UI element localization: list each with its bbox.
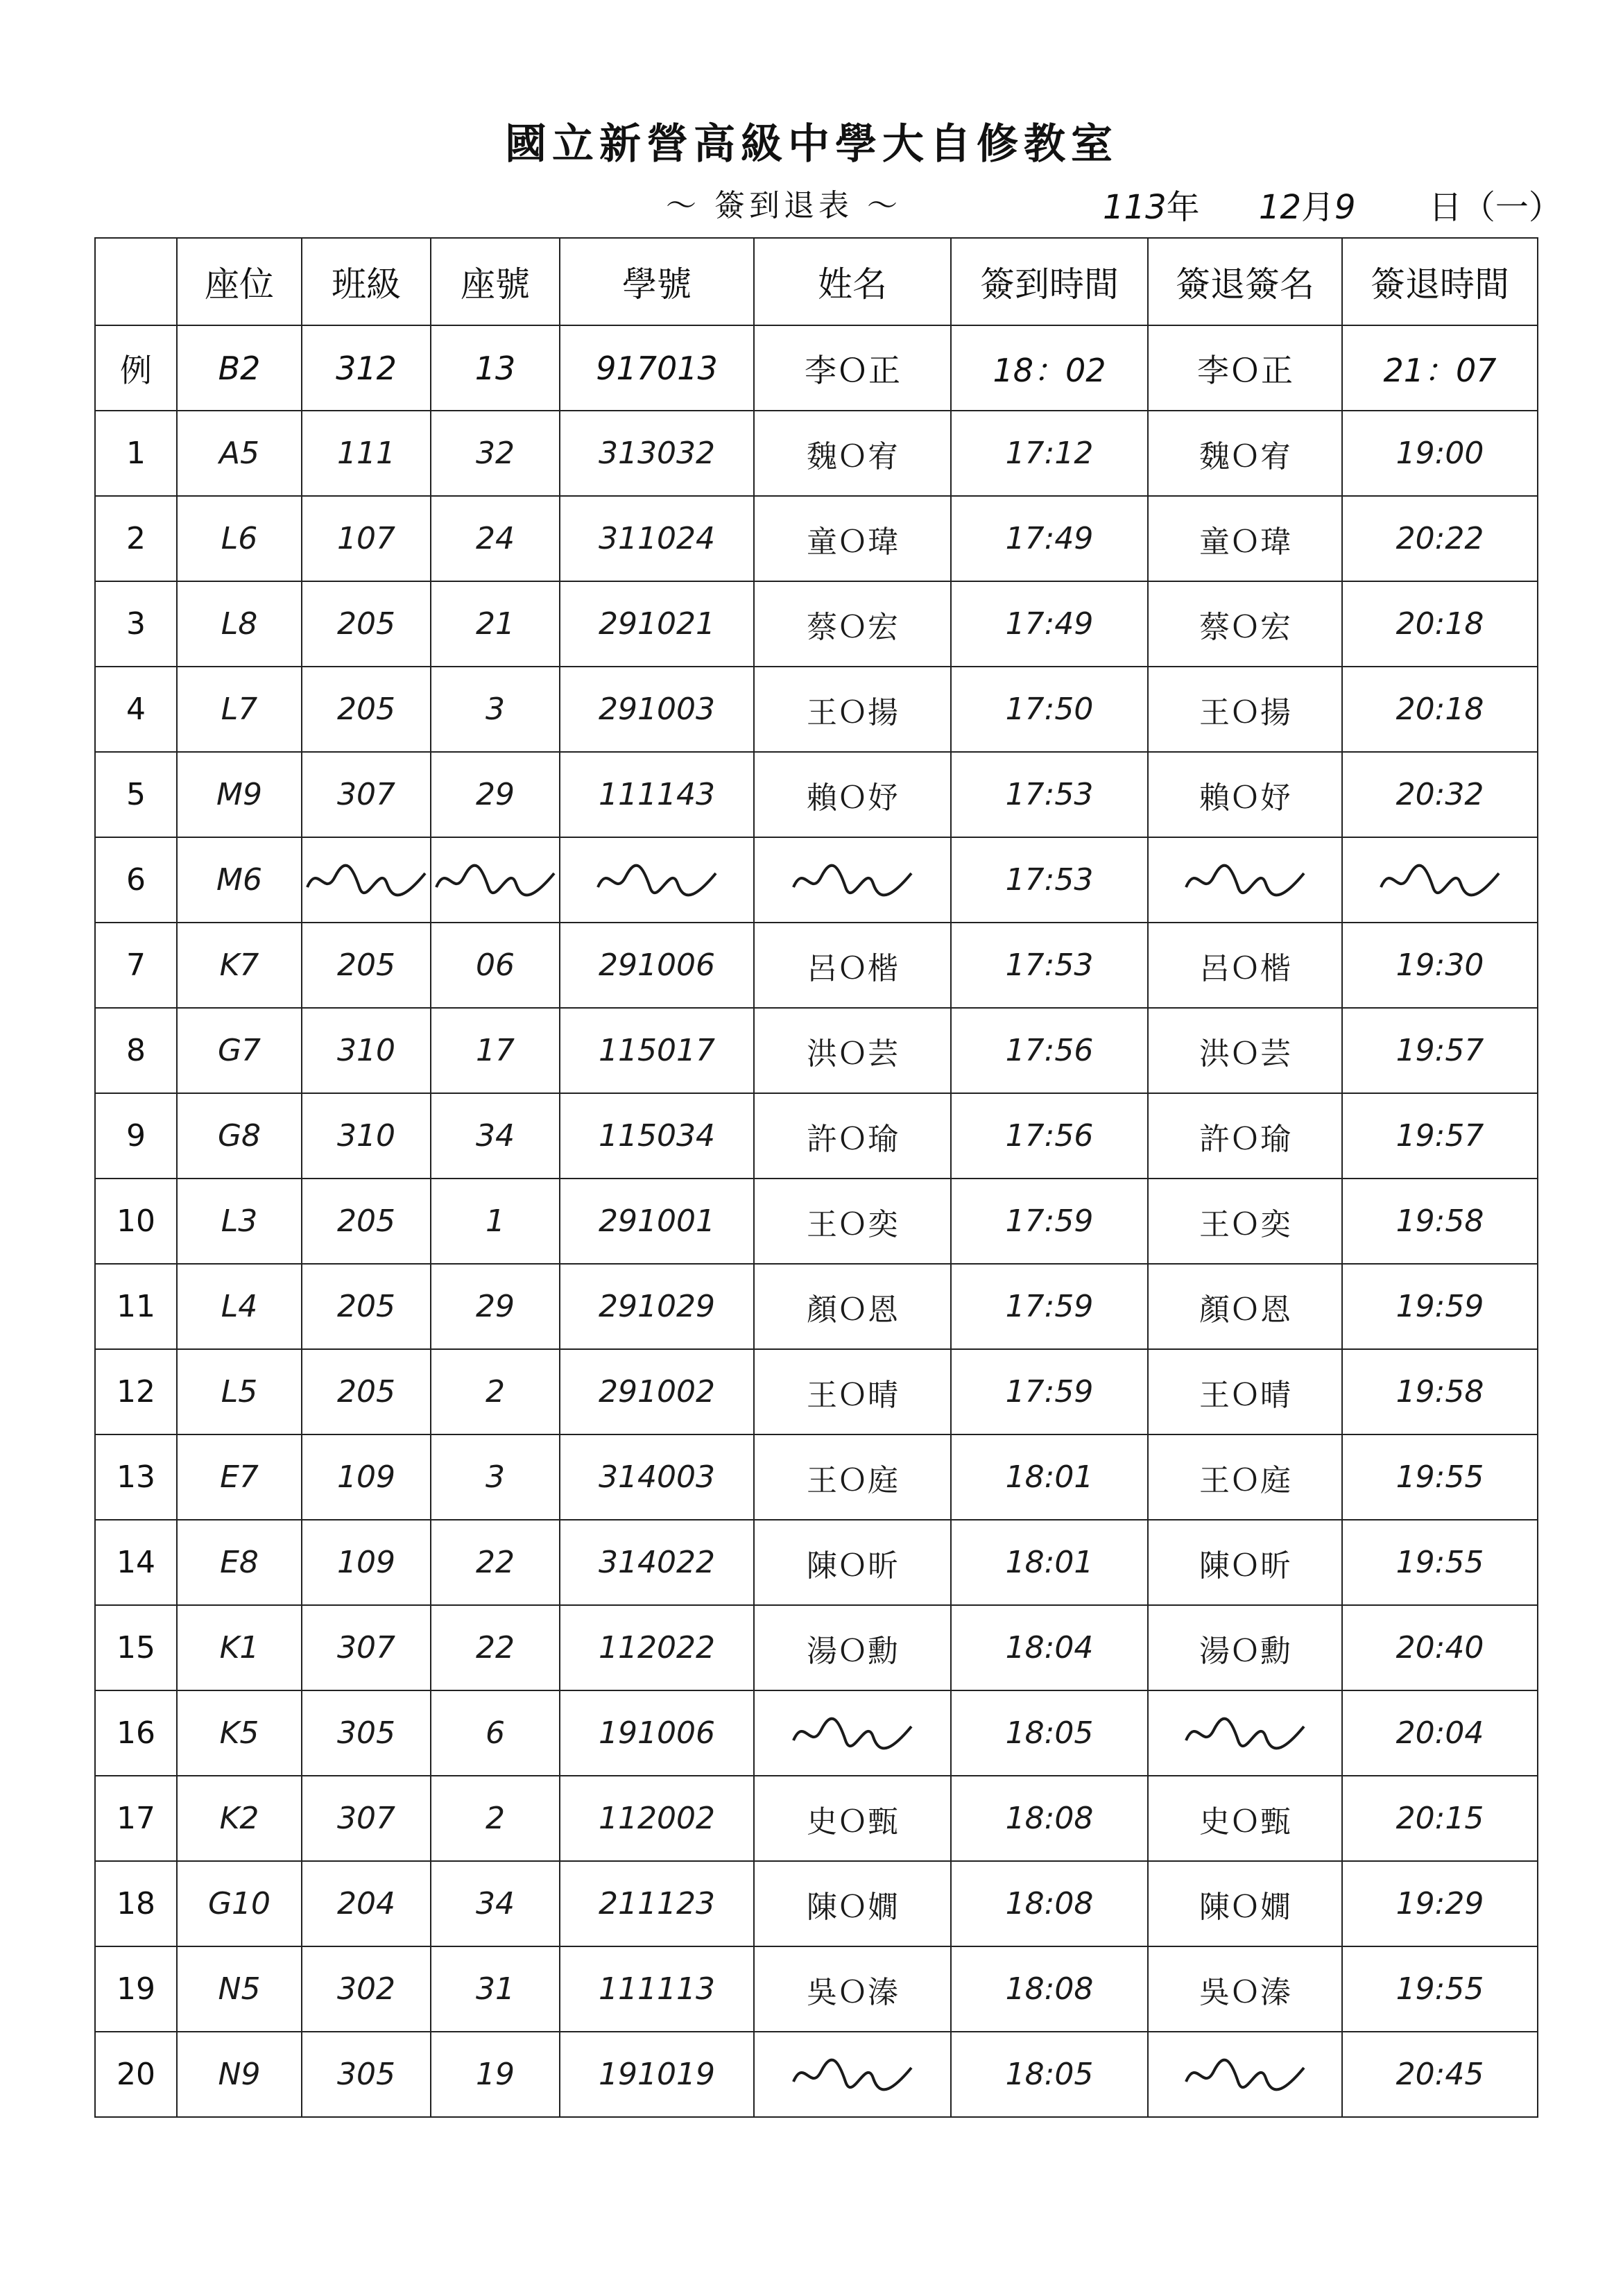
name-signature: 賴Ｏ妤 bbox=[754, 752, 951, 837]
class-cell: 307 bbox=[302, 1776, 431, 1861]
name-signature: 顏Ｏ恩 bbox=[754, 1264, 951, 1349]
class-cell: 205 bbox=[302, 581, 431, 667]
row-number: 15 bbox=[95, 1605, 177, 1690]
seat-cell: K5 bbox=[177, 1690, 302, 1776]
sign-out-time: 19:59 bbox=[1342, 1264, 1538, 1349]
date-month-label: 月 bbox=[1300, 188, 1334, 227]
sign-out-time: 19:29 bbox=[1342, 1861, 1538, 1946]
row-number: 19 bbox=[95, 1946, 177, 2032]
table-row bbox=[95, 581, 1538, 667]
sign-out-signature: 童Ｏ瑋 bbox=[1148, 496, 1342, 581]
example-sign-in: 18：02 bbox=[951, 325, 1148, 411]
student-id-cell: 291029 bbox=[560, 1264, 754, 1349]
col-header-sign-in-time: 簽到時間 bbox=[951, 238, 1148, 325]
seat-number-cell: 29 bbox=[431, 1264, 560, 1349]
name-signature: 洪Ｏ芸 bbox=[754, 1008, 951, 1093]
sign-out-signature: 王Ｏ晴 bbox=[1148, 1349, 1342, 1434]
table-row bbox=[95, 1605, 1538, 1690]
example-label: 例 bbox=[95, 325, 177, 411]
student-id-cell: 314022 bbox=[560, 1520, 754, 1605]
sign-out-time: 20:40 bbox=[1342, 1605, 1538, 1690]
col-header-sign-out-name: 簽退簽名 bbox=[1148, 238, 1342, 325]
name-signature: 呂Ｏ楷 bbox=[754, 923, 951, 1008]
student-id-cell: 191019 bbox=[560, 2032, 754, 2117]
row-number: 2 bbox=[95, 496, 177, 581]
seat-cell: N5 bbox=[177, 1946, 302, 2032]
seat-number-cell: 19 bbox=[431, 2032, 560, 2117]
sign-in-time: 18:08 bbox=[951, 1776, 1148, 1861]
sign-in-time: 17:49 bbox=[951, 581, 1148, 667]
sign-out-signature: 湯Ｏ勳 bbox=[1148, 1605, 1342, 1690]
seat-cell: N9 bbox=[177, 2032, 302, 2117]
table-row bbox=[95, 752, 1538, 837]
student-id-cell: 115034 bbox=[560, 1093, 754, 1179]
name-signature: 王Ｏ庭 bbox=[754, 1434, 951, 1520]
name-signature-scribble bbox=[754, 2032, 951, 2117]
sign-out-signature: 許Ｏ瑜 bbox=[1148, 1093, 1342, 1179]
class-cell: 310 bbox=[302, 1093, 431, 1179]
seat-cell: L5 bbox=[177, 1349, 302, 1434]
table-row bbox=[95, 411, 1538, 496]
class-cell: 305 bbox=[302, 1690, 431, 1776]
sign-out-time: 19:58 bbox=[1342, 1349, 1538, 1434]
sign-in-time: 17:53 bbox=[951, 837, 1148, 923]
table-row bbox=[95, 1093, 1538, 1179]
sign-out-time: 19:57 bbox=[1342, 1093, 1538, 1179]
seat-number-cell: 34 bbox=[431, 1093, 560, 1179]
table-row bbox=[95, 1946, 1538, 2032]
sign-in-time: 17:49 bbox=[951, 496, 1148, 581]
seat-number-cell: 06 bbox=[431, 923, 560, 1008]
row-number: 13 bbox=[95, 1434, 177, 1520]
sign-out-signature-scribble bbox=[1148, 2032, 1342, 2117]
seat-number-cell: 29 bbox=[431, 752, 560, 837]
name-signature: 王Ｏ奕 bbox=[754, 1179, 951, 1264]
name-signature: 王Ｏ揚 bbox=[754, 667, 951, 752]
row-number: 4 bbox=[95, 667, 177, 752]
sign-out-time-scribble bbox=[1342, 837, 1538, 923]
example-class: 312 bbox=[302, 325, 431, 411]
table-row bbox=[95, 1434, 1538, 1520]
row-number: 14 bbox=[95, 1520, 177, 1605]
sign-out-time: 20:32 bbox=[1342, 752, 1538, 837]
class-cell-scribble bbox=[302, 837, 431, 923]
sign-in-time: 18:01 bbox=[951, 1434, 1148, 1520]
sign-out-time: 20:04 bbox=[1342, 1690, 1538, 1776]
sign-out-signature: 王Ｏ奕 bbox=[1148, 1179, 1342, 1264]
row-number: 7 bbox=[95, 923, 177, 1008]
table-row bbox=[95, 1690, 1538, 1776]
name-signature: 陳Ｏ嫺 bbox=[754, 1861, 951, 1946]
example-student-id: 917013 bbox=[560, 325, 754, 411]
date-year-label: 年 bbox=[1166, 188, 1200, 227]
class-cell: 111 bbox=[302, 411, 431, 496]
seat-cell: K2 bbox=[177, 1776, 302, 1861]
seat-number-cell: 31 bbox=[431, 1946, 560, 2032]
seat-cell: A5 bbox=[177, 411, 302, 496]
table-row bbox=[95, 923, 1538, 1008]
col-header-seat: 座位 bbox=[177, 238, 302, 325]
sign-out-time: 19:57 bbox=[1342, 1008, 1538, 1093]
seat-number-cell: 6 bbox=[431, 1690, 560, 1776]
sign-out-time: 19:55 bbox=[1342, 1434, 1538, 1520]
date-weekday: （一） bbox=[1461, 188, 1562, 227]
example-sign-out-name: 李Ｏ正 bbox=[1148, 325, 1342, 411]
sign-out-signature: 呂Ｏ楷 bbox=[1148, 923, 1342, 1008]
form-subtitle: ～ 簽到退表 ～ bbox=[666, 188, 902, 223]
seat-cell: M6 bbox=[177, 837, 302, 923]
row-number: 3 bbox=[95, 581, 177, 667]
row-number: 16 bbox=[95, 1690, 177, 1776]
name-signature: 蔡Ｏ宏 bbox=[754, 581, 951, 667]
sign-out-signature: 魏Ｏ宥 bbox=[1148, 411, 1342, 496]
sign-in-time: 17:56 bbox=[951, 1093, 1148, 1179]
seat-cell: M9 bbox=[177, 752, 302, 837]
sign-in-time: 18:04 bbox=[951, 1605, 1148, 1690]
example-row bbox=[95, 325, 1538, 411]
name-signature-scribble bbox=[754, 837, 951, 923]
class-cell: 205 bbox=[302, 923, 431, 1008]
student-id-cell: 291003 bbox=[560, 667, 754, 752]
example-seat: B2 bbox=[177, 325, 302, 411]
name-signature: 魏Ｏ宥 bbox=[754, 411, 951, 496]
row-number: 12 bbox=[95, 1349, 177, 1434]
seat-cell: G8 bbox=[177, 1093, 302, 1179]
seat-number-cell: 22 bbox=[431, 1520, 560, 1605]
example-name: 李Ｏ正 bbox=[754, 325, 951, 411]
col-header-sign-out-time: 簽退時間 bbox=[1342, 238, 1538, 325]
row-number: 11 bbox=[95, 1264, 177, 1349]
sign-in-table bbox=[94, 237, 1538, 2118]
table-row bbox=[95, 1776, 1538, 1861]
row-number: 18 bbox=[95, 1861, 177, 1946]
col-header-student-id: 學號 bbox=[560, 238, 754, 325]
sign-out-signature: 吳Ｏ溱 bbox=[1148, 1946, 1342, 2032]
student-id-cell: 291002 bbox=[560, 1349, 754, 1434]
student-id-cell: 313032 bbox=[560, 411, 754, 496]
seat-cell: L4 bbox=[177, 1264, 302, 1349]
col-header-name: 姓名 bbox=[754, 238, 951, 325]
seat-number-cell: 32 bbox=[431, 411, 560, 496]
row-number: 1 bbox=[95, 411, 177, 496]
seat-number-cell: 34 bbox=[431, 1861, 560, 1946]
class-cell: 305 bbox=[302, 2032, 431, 2117]
sign-in-time: 17:50 bbox=[951, 667, 1148, 752]
row-number: 9 bbox=[95, 1093, 177, 1179]
seat-number-cell: 22 bbox=[431, 1605, 560, 1690]
table-row bbox=[95, 1008, 1538, 1093]
sign-in-time: 17:59 bbox=[951, 1179, 1148, 1264]
example-number: 13 bbox=[431, 325, 560, 411]
seat-cell: L8 bbox=[177, 581, 302, 667]
row-number: 17 bbox=[95, 1776, 177, 1861]
class-cell: 307 bbox=[302, 1605, 431, 1690]
date-month: 12 bbox=[1258, 188, 1301, 227]
student-id-cell-scribble bbox=[560, 837, 754, 923]
table-row bbox=[95, 1349, 1538, 1434]
seat-number-cell: 17 bbox=[431, 1008, 560, 1093]
seat-number-cell: 24 bbox=[431, 496, 560, 581]
class-cell: 205 bbox=[302, 667, 431, 752]
student-id-cell: 111143 bbox=[560, 752, 754, 837]
seat-cell: E7 bbox=[177, 1434, 302, 1520]
example-sign-out: 21：07 bbox=[1342, 325, 1538, 411]
sign-in-time: 17:56 bbox=[951, 1008, 1148, 1093]
student-id-cell: 112022 bbox=[560, 1605, 754, 1690]
sign-out-signature: 顏Ｏ恩 bbox=[1148, 1264, 1342, 1349]
col-header-class: 班級 bbox=[302, 238, 431, 325]
sign-out-signature: 王Ｏ揚 bbox=[1148, 667, 1342, 752]
table-row bbox=[95, 2032, 1538, 2117]
student-id-cell: 111113 bbox=[560, 1946, 754, 2032]
sign-out-time: 19:00 bbox=[1342, 411, 1538, 496]
date-day-label: 日 bbox=[1428, 188, 1462, 227]
sign-out-time: 20:18 bbox=[1342, 581, 1538, 667]
table-row bbox=[95, 1861, 1538, 1946]
sign-in-time: 17:53 bbox=[951, 923, 1148, 1008]
sign-out-time: 19:55 bbox=[1342, 1520, 1538, 1605]
class-cell: 109 bbox=[302, 1520, 431, 1605]
class-cell: 205 bbox=[302, 1349, 431, 1434]
name-signature: 史Ｏ甄 bbox=[754, 1776, 951, 1861]
sign-in-time: 18:05 bbox=[951, 1690, 1148, 1776]
sign-out-signature: 蔡Ｏ宏 bbox=[1148, 581, 1342, 667]
sign-out-time: 19:58 bbox=[1342, 1179, 1538, 1264]
table-row bbox=[95, 667, 1538, 752]
date-line bbox=[1103, 180, 1562, 228]
sign-out-time: 19:30 bbox=[1342, 923, 1538, 1008]
row-number: 6 bbox=[95, 837, 177, 923]
student-id-cell: 112002 bbox=[560, 1776, 754, 1861]
student-id-cell: 311024 bbox=[560, 496, 754, 581]
class-cell: 109 bbox=[302, 1434, 431, 1520]
seat-number-cell: 21 bbox=[431, 581, 560, 667]
sign-in-time: 18:08 bbox=[951, 1861, 1148, 1946]
col-header-number: 座號 bbox=[431, 238, 560, 325]
seat-cell: L3 bbox=[177, 1179, 302, 1264]
seat-cell: G10 bbox=[177, 1861, 302, 1946]
sign-out-time: 20:18 bbox=[1342, 667, 1538, 752]
sign-in-time: 18:01 bbox=[951, 1520, 1148, 1605]
col-header-index bbox=[95, 238, 177, 325]
sign-in-time: 17:12 bbox=[951, 411, 1148, 496]
table-row bbox=[95, 837, 1538, 923]
sign-out-signature: 陳Ｏ昕 bbox=[1148, 1520, 1342, 1605]
sign-out-time: 20:45 bbox=[1342, 2032, 1538, 2117]
student-id-cell: 291001 bbox=[560, 1179, 754, 1264]
seat-number-cell: 1 bbox=[431, 1179, 560, 1264]
class-cell: 107 bbox=[302, 496, 431, 581]
date-day: 9 bbox=[1334, 188, 1356, 227]
table-row bbox=[95, 1264, 1538, 1349]
class-cell: 310 bbox=[302, 1008, 431, 1093]
name-signature: 吳Ｏ溱 bbox=[754, 1946, 951, 2032]
student-id-cell: 291021 bbox=[560, 581, 754, 667]
row-number: 8 bbox=[95, 1008, 177, 1093]
sign-in-time: 18:05 bbox=[951, 2032, 1148, 2117]
seat-cell: G7 bbox=[177, 1008, 302, 1093]
table-row bbox=[95, 496, 1538, 581]
sign-out-signature-scribble bbox=[1148, 1690, 1342, 1776]
seat-cell: E8 bbox=[177, 1520, 302, 1605]
student-id-cell: 115017 bbox=[560, 1008, 754, 1093]
sign-out-signature: 賴Ｏ妤 bbox=[1148, 752, 1342, 837]
seat-number-cell-scribble bbox=[431, 837, 560, 923]
table-row bbox=[95, 1179, 1538, 1264]
class-cell: 204 bbox=[302, 1861, 431, 1946]
sign-out-signature: 王Ｏ庭 bbox=[1148, 1434, 1342, 1520]
sign-in-time: 17:53 bbox=[951, 752, 1148, 837]
table-header-row bbox=[95, 238, 1538, 325]
seat-number-cell: 2 bbox=[431, 1776, 560, 1861]
name-signature: 王Ｏ晴 bbox=[754, 1349, 951, 1434]
sign-out-signature-scribble bbox=[1148, 837, 1342, 923]
student-id-cell: 191006 bbox=[560, 1690, 754, 1776]
student-id-cell: 314003 bbox=[560, 1434, 754, 1520]
name-signature: 湯Ｏ勳 bbox=[754, 1605, 951, 1690]
seat-cell: K7 bbox=[177, 923, 302, 1008]
name-signature: 陳Ｏ昕 bbox=[754, 1520, 951, 1605]
sign-in-time: 18:08 bbox=[951, 1946, 1148, 2032]
sign-in-time: 17:59 bbox=[951, 1349, 1148, 1434]
name-signature: 童Ｏ瑋 bbox=[754, 496, 951, 581]
seat-number-cell: 3 bbox=[431, 1434, 560, 1520]
seat-cell: K1 bbox=[177, 1605, 302, 1690]
sign-out-time: 19:55 bbox=[1342, 1946, 1538, 2032]
seat-number-cell: 2 bbox=[431, 1349, 560, 1434]
sign-out-signature: 洪Ｏ芸 bbox=[1148, 1008, 1342, 1093]
sign-out-time: 20:15 bbox=[1342, 1776, 1538, 1861]
sign-out-signature: 史Ｏ甄 bbox=[1148, 1776, 1342, 1861]
seat-cell: L6 bbox=[177, 496, 302, 581]
sign-out-time: 20:22 bbox=[1342, 496, 1538, 581]
row-number: 5 bbox=[95, 752, 177, 837]
student-id-cell: 291006 bbox=[560, 923, 754, 1008]
class-cell: 205 bbox=[302, 1264, 431, 1349]
class-cell: 307 bbox=[302, 752, 431, 837]
seat-number-cell: 3 bbox=[431, 667, 560, 752]
table-row bbox=[95, 1520, 1538, 1605]
sign-out-signature: 陳Ｏ嫺 bbox=[1148, 1861, 1342, 1946]
name-signature-scribble bbox=[754, 1690, 951, 1776]
sign-in-time: 17:59 bbox=[951, 1264, 1148, 1349]
name-signature: 許Ｏ瑜 bbox=[754, 1093, 951, 1179]
row-number: 10 bbox=[95, 1179, 177, 1264]
class-cell: 302 bbox=[302, 1946, 431, 2032]
seat-cell: L7 bbox=[177, 667, 302, 752]
row-number: 20 bbox=[95, 2032, 177, 2117]
page-title: 國立新營高級中學大自修教室 bbox=[505, 120, 1118, 169]
student-id-cell: 211123 bbox=[560, 1861, 754, 1946]
class-cell: 205 bbox=[302, 1179, 431, 1264]
date-roc-year: 113 bbox=[1103, 188, 1167, 227]
